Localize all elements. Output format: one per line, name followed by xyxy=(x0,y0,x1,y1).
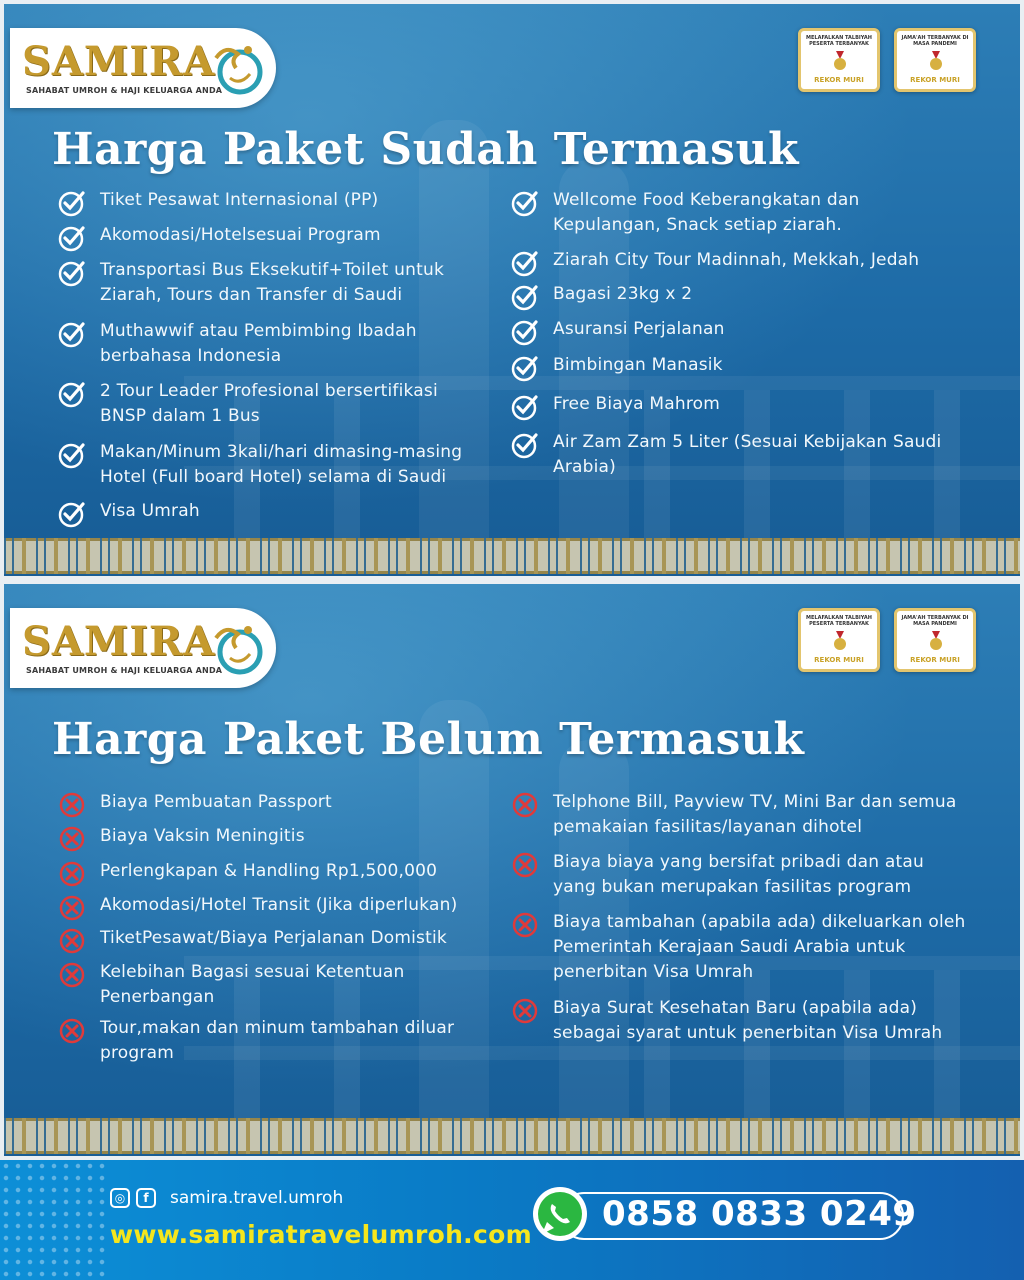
excluded-item-text: Akomodasi/Hotel Transit (Jika diperlukan) xyxy=(100,895,458,915)
x-circle-icon xyxy=(58,1017,86,1045)
check-circle-icon xyxy=(58,441,86,469)
x-circle-icon xyxy=(58,894,86,922)
check-circle-icon xyxy=(511,354,539,382)
included-item-text: Asuransi Perjalanan xyxy=(553,319,725,339)
logo-name: SAMIRA xyxy=(22,38,216,85)
medal-icon xyxy=(833,51,847,71)
included-item xyxy=(58,258,478,308)
check-circle-icon xyxy=(58,380,86,408)
ornamental-border xyxy=(4,538,1020,574)
included-item-text: Transportasi Bus Eksekutif+Toilet untuk Ziarah, Tours dan Transfer di Saudi xyxy=(100,260,444,305)
x-circle-icon xyxy=(58,825,86,853)
logo-tagline: SAHABAT UMROH & HAJI KELUARGA ANDA xyxy=(26,86,223,95)
samira-logo xyxy=(10,608,276,688)
excluded-item-text: Kelebihan Bagasi sesuai Ketentuan Penerbangan xyxy=(100,962,405,1007)
social-handle[interactable]: samira.travel.umroh xyxy=(170,1188,344,1208)
included-item xyxy=(511,353,951,378)
badge-title: REKOR MURI xyxy=(814,76,864,84)
muri-award-badge xyxy=(798,28,880,92)
badge-title: REKOR MURI xyxy=(910,76,960,84)
excluded-item-text: Biaya tambahan (apabila ada) dikeluarkan oleh Pemerintah Kerajaan Saudi Arabia untuk penerbitan Visa Umrah xyxy=(553,912,966,982)
excluded-item-text: Tour,makan dan minum tambahan diluar program xyxy=(100,1018,455,1063)
x-circle-icon xyxy=(511,997,539,1025)
included-item-text: Wellcome Food Keberangkatan dan Kepulangan, Snack setiap ziarah. xyxy=(553,190,860,235)
excluded-item xyxy=(511,910,981,985)
included-item-text: Bagasi 23kg x 2 xyxy=(553,284,693,304)
x-circle-icon xyxy=(58,860,86,888)
check-circle-icon xyxy=(511,283,539,311)
badge-caption: JAMA'AH TERBANYAK DI MASA PANDEMI xyxy=(901,615,969,627)
excluded-heading: Harga Paket Belum Termasuk xyxy=(52,714,805,765)
calligraphy-emblem-icon xyxy=(206,618,266,678)
ornamental-border xyxy=(4,1118,1020,1154)
excluded-item-text: Biaya Surat Kesehatan Baru (apabila ada) sebagai syarat untuk penerbitan Visa Umrah xyxy=(553,998,943,1043)
website-link[interactable]: www.samiratravelumroh.com xyxy=(110,1220,532,1249)
check-circle-icon xyxy=(58,500,86,528)
included-item-text: Air Zam Zam 5 Liter (Sesuai Kebijakan Saudi Arabia) xyxy=(553,432,942,477)
excluded-item-text: Biaya biaya yang bersifat pribadi dan atau yang bukan merupakan fasilitas program xyxy=(553,852,924,897)
muri-award-badge xyxy=(894,28,976,92)
included-item xyxy=(58,499,478,524)
calligraphy-emblem-icon xyxy=(206,38,266,98)
excluded-item xyxy=(58,1016,478,1066)
badge-title: REKOR MURI xyxy=(814,656,864,664)
contact-footer xyxy=(0,1160,1024,1280)
included-item xyxy=(58,319,478,369)
included-item xyxy=(511,188,951,238)
check-circle-icon xyxy=(58,189,86,217)
social-links xyxy=(110,1188,343,1208)
x-circle-icon xyxy=(58,961,86,989)
x-circle-icon xyxy=(58,927,86,955)
logo-tagline: SAHABAT UMROH & HAJI KELUARGA ANDA xyxy=(26,666,223,675)
excluded-panel xyxy=(4,584,1020,1156)
check-circle-icon xyxy=(511,249,539,277)
included-item-text: Ziarah City Tour Madinnah, Mekkah, Jedah xyxy=(553,250,920,270)
x-circle-icon xyxy=(511,791,539,819)
excluded-item xyxy=(511,850,961,900)
included-item xyxy=(511,392,951,417)
included-item xyxy=(58,223,478,248)
whatsapp-icon[interactable] xyxy=(530,1184,590,1244)
check-circle-icon xyxy=(511,393,539,421)
included-item-text: 2 Tour Leader Profesional bersertifikasi BNSP dalam 1 Bus xyxy=(100,381,438,426)
medal-icon xyxy=(929,631,943,651)
excluded-item xyxy=(58,926,498,951)
included-item-text: Free Biaya Mahrom xyxy=(553,394,721,414)
included-item-text: Bimbingan Manasik xyxy=(553,355,723,375)
included-item xyxy=(511,430,951,480)
excluded-item xyxy=(58,824,498,849)
check-circle-icon xyxy=(511,318,539,346)
phone-number[interactable]: 0858 0833 0249 xyxy=(602,1194,917,1234)
included-item-text: Tiket Pesawat Internasional (PP) xyxy=(100,190,379,210)
check-circle-icon xyxy=(58,259,86,287)
included-item xyxy=(511,282,951,307)
check-circle-icon xyxy=(58,320,86,348)
excluded-item-text: Telphone Bill, Payview TV, Mini Bar dan semua pemakaian fasilitas/layanan dihotel xyxy=(553,792,957,837)
excluded-item xyxy=(58,960,478,1010)
medal-icon xyxy=(833,631,847,651)
medal-icon xyxy=(929,51,943,71)
dot-pattern xyxy=(0,1160,110,1280)
excluded-item xyxy=(58,790,498,815)
excluded-item-text: Biaya Vaksin Meningitis xyxy=(100,826,305,846)
excluded-item xyxy=(511,996,981,1046)
included-heading: Harga Paket Sudah Termasuk xyxy=(52,124,799,175)
badge-title: REKOR MURI xyxy=(910,656,960,664)
excluded-item-text: Biaya Pembuatan Passport xyxy=(100,792,332,812)
included-item xyxy=(511,317,951,342)
check-circle-icon xyxy=(511,189,539,217)
muri-award-badge xyxy=(798,608,880,672)
excluded-item-text: Perlengkapan & Handling Rp1,500,000 xyxy=(100,861,438,881)
included-item-text: Makan/Minum 3kali/hari dimasing-masing Hotel (Full board Hotel) selama di Saudi xyxy=(100,442,463,487)
samira-logo xyxy=(10,28,276,108)
logo-name: SAMIRA xyxy=(22,618,216,665)
excluded-item xyxy=(511,790,981,840)
included-item-text: Visa Umrah xyxy=(100,501,200,521)
included-item-text: Muthawwif atau Pembimbing Ibadah berbahasa Indonesia xyxy=(100,321,417,366)
included-panel xyxy=(4,4,1020,576)
excluded-item xyxy=(58,893,498,918)
included-item xyxy=(511,248,971,273)
excluded-item xyxy=(58,859,498,884)
instagram-icon[interactable]: ◎ xyxy=(110,1188,130,1208)
badge-caption: MELAFALKAN TALBIYAH PESERTA TERBANYAK xyxy=(806,35,872,47)
badge-caption: MELAFALKAN TALBIYAH PESERTA TERBANYAK xyxy=(806,615,872,627)
included-item xyxy=(58,379,478,429)
x-circle-icon xyxy=(511,851,539,879)
x-circle-icon xyxy=(58,791,86,819)
check-circle-icon xyxy=(58,224,86,252)
x-circle-icon xyxy=(511,911,539,939)
badge-caption: JAMA'AH TERBANYAK DI MASA PANDEMI xyxy=(901,35,969,47)
check-circle-icon xyxy=(511,431,539,459)
excluded-item-text: TiketPesawat/Biaya Perjalanan Domistik xyxy=(100,928,447,948)
facebook-icon[interactable]: f xyxy=(136,1188,156,1208)
included-item-text: Akomodasi/Hotelsesuai Program xyxy=(100,225,381,245)
included-item xyxy=(58,188,478,213)
included-item xyxy=(58,440,498,490)
muri-award-badge xyxy=(894,608,976,672)
